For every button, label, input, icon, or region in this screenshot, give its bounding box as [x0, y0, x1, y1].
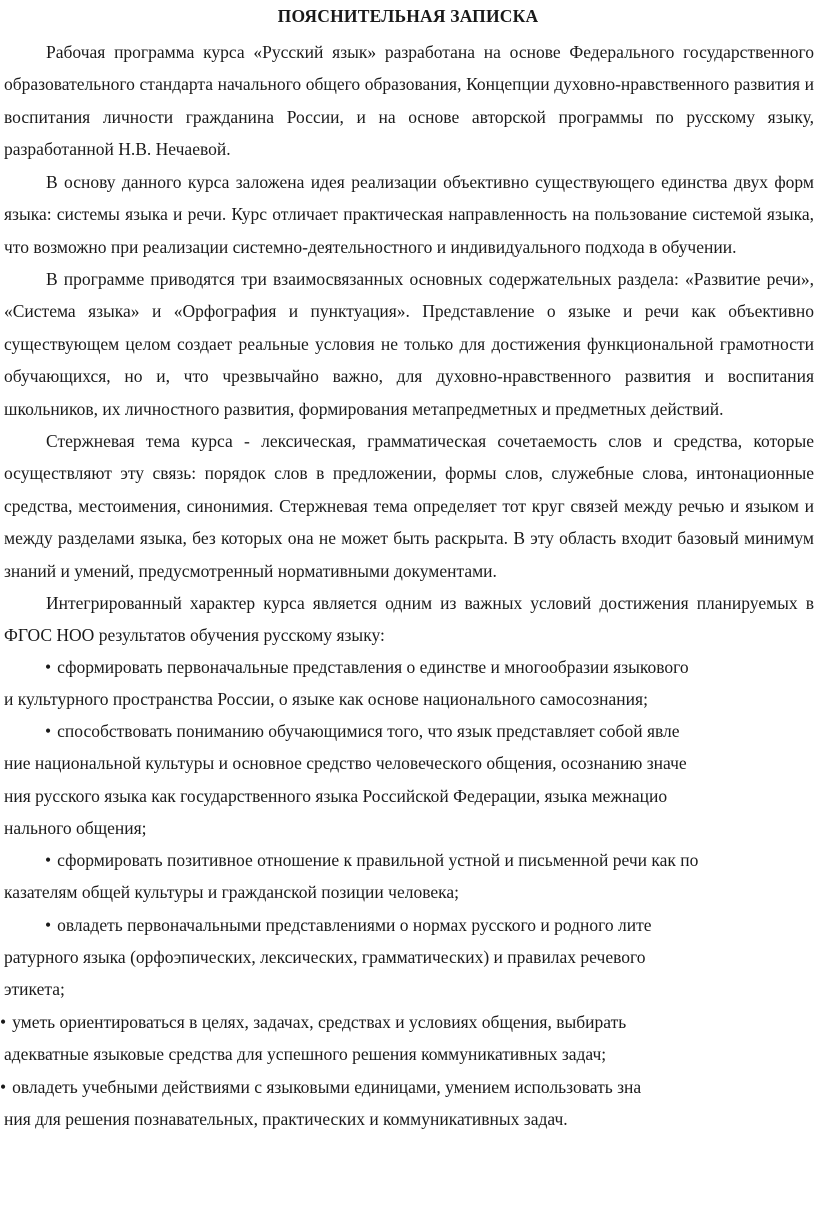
list-item-continuation: ния для решения познавательных, практических и коммуникативных задач.	[4, 1109, 568, 1129]
list-item-continuation: ние национальной культуры и основное средство человеческого общения, осознанию значе	[4, 753, 687, 773]
list-item-continuation: этикета;	[4, 979, 65, 999]
list-item	[0, 1006, 626, 1038]
list-item-text: овладеть первоначальными представлениями о нормах русского и родного лите	[57, 915, 652, 935]
list-item-text: овладеть учебными действиями с языковыми единицами, умением использовать зна	[12, 1077, 642, 1097]
list-item	[45, 909, 652, 941]
bullet-marker: •	[45, 850, 52, 870]
paragraph-program-basis: Рабочая программа курса «Русский язык» разработана на основе Федерального государственного образовательного стандарта начального общего образования, Концепции духовно-нравственного развития и воспитания личности гражданина России, и на основе авторской программы по русскому языку, разработанной Н.В. Нечаевой.	[4, 42, 814, 160]
paragraph-core-theme: Стержневая тема курса - лексическая, грамматическая сочетаемость слов и средства, которые осуществляют эту связь: порядок слов в предложении, формы слов, служебные слова, интонационные средства, местоимения, синонимия. Стержневая тема определяет тот круг связей между речью и языком и между разделами языка, без которых она не может быть раскрыта. В эту область входит базовый минимум знаний и умений, предусмотренный нормативными документами.	[4, 431, 814, 581]
paragraph-content-sections: В программе приводятся три взаимосвязанных основных содержательных раздела: «Развитие речи», «Система языка» и «Орфография и пунктуация». Представление о языке и речи как объективно существующем целом создает реальные условия не только для достижения функциональной грамотности обучающихся, но и, что чрезвычайно важно, для духовно-нравственного развития и воспитания школьников, их личностного развития, формирования метапредметных и предметных действий.	[4, 269, 814, 419]
list-item-text: сформировать первоначальные представления о единстве и многообразии языкового	[57, 657, 689, 677]
list-item-text: уметь ориентироваться в целях, задачах, средствах и условиях общения, выбирать	[12, 1012, 627, 1032]
list-item-continuation: ратурного языка (орфоэпических, лексических, грамматических) и правилах речевого	[4, 947, 646, 967]
list-item-text: сформировать позитивное отношение к правильной устной и письменной речи как по	[57, 850, 699, 870]
list-item	[0, 1071, 641, 1103]
bullet-marker: •	[45, 657, 52, 677]
paragraph-integrated-course: Интегрированный характер курса является одним из важных условий достижения планируемых в ФГОС НОО результатов обучения русскому языку:	[4, 593, 814, 646]
list-item	[45, 651, 689, 683]
bullet-marker: •	[0, 1012, 7, 1032]
bullet-marker: •	[45, 915, 52, 935]
list-item-text: способствовать пониманию обучающимися того, что язык представляет собой явле	[57, 721, 680, 741]
list-item-continuation: нального общения;	[4, 818, 147, 838]
list-item	[45, 715, 680, 747]
bullet-marker: •	[0, 1077, 7, 1097]
list-item-continuation: казателям общей культуры и гражданской позиции человека;	[4, 882, 459, 902]
list-item-continuation: адекватные языковые средства для успешного решения коммуникативных задач;	[4, 1044, 607, 1064]
list-item	[45, 844, 698, 876]
list-item-continuation: ния русского языка как государственного языка Российской Федерации, языка межнацио	[4, 786, 668, 806]
bullet-marker: •	[45, 721, 52, 741]
document-title: ПОЯСНИТЕЛЬНАЯ ЗАПИСКА	[277, 6, 539, 26]
list-item-continuation: и культурного пространства России, о языке как основе национального самосознания;	[4, 689, 648, 709]
paragraph-course-idea: В основу данного курса заложена идея реализации объективно существующего единства двух форм языка: системы языка и речи. Курс отличает практическая направленность на пользование системой языка, что возможно при реализации системно-деятельностного и индивидуального подхода в обучении.	[4, 172, 814, 257]
